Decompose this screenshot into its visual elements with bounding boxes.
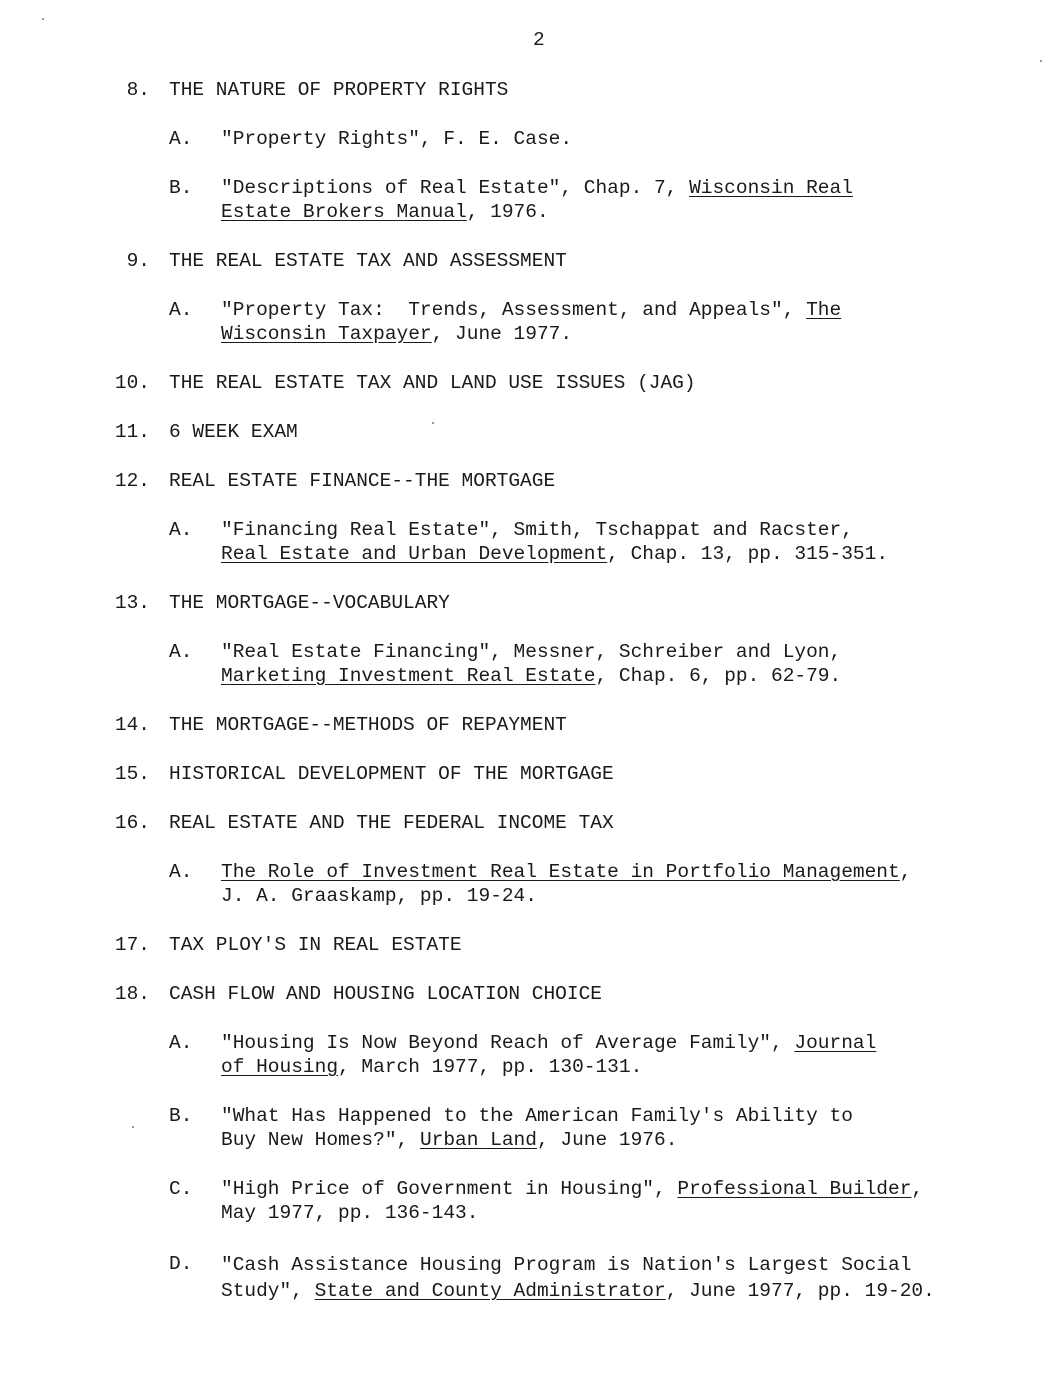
- reference-letter: A.: [169, 861, 193, 883]
- publication-title: Professional Builder: [677, 1178, 912, 1200]
- reference-text: "Real Estate Financing", Messner, Schreiber and Lyon, Marketing Investment Real Estate, Chap. 6, pp. 62-79.: [221, 641, 842, 687]
- reference-letter: D.: [169, 1253, 193, 1275]
- reference-text: "Housing Is Now Beyond Reach of Average Family", Journal of Housing, March 1977, pp. 130-131.: [221, 1032, 877, 1078]
- publication-title: Real Estate and Urban Development: [221, 543, 608, 565]
- reference-text: "Descriptions of Real Estate", Chap. 7, Wisconsin Real Estate Brokers Manual, 1976.: [221, 177, 853, 223]
- topic-number: 17.: [114, 934, 150, 956]
- topic-title: THE REAL ESTATE TAX AND LAND USE ISSUES (JAG): [169, 372, 696, 394]
- publication-title: The: [806, 299, 842, 321]
- topic-title: CASH FLOW AND HOUSING LOCATION CHOICE: [169, 983, 602, 1005]
- topic-title: TAX PLOY'S IN REAL ESTATE: [169, 934, 462, 956]
- reference-letter: A.: [169, 299, 193, 321]
- topic-number: 13.: [114, 592, 150, 614]
- topic-number: 15.: [114, 763, 150, 785]
- reference-text: "Financing Real Estate", Smith, Tschappat and Racster, Real Estate and Urban Development, Chap. 13, pp. 315-351.: [221, 519, 889, 565]
- scan-speck: [1040, 60, 1042, 62]
- publication-title: The Role of Investment Real Estate in Portfolio Management: [221, 861, 900, 883]
- publication-title: Wisconsin Real: [689, 177, 853, 199]
- scan-speck: [132, 1126, 134, 1128]
- publication-title: Journal: [794, 1032, 877, 1054]
- reference-letter: A.: [169, 1032, 193, 1054]
- topic-title: REAL ESTATE AND THE FEDERAL INCOME TAX: [169, 812, 614, 834]
- topic-number: 11.: [114, 421, 150, 443]
- reference-letter: A.: [169, 641, 193, 663]
- topic-title: 6 WEEK EXAM: [169, 421, 298, 443]
- reference-letter: C.: [169, 1178, 193, 1200]
- topic-number: 12.: [114, 470, 150, 492]
- topic-title: THE REAL ESTATE TAX AND ASSESSMENT: [169, 250, 567, 272]
- scan-speck: [42, 18, 44, 20]
- reference-text: "Cash Assistance Housing Program is Nation's Largest Social Study", State and County Administrator, June 1977, pp. 19-20.: [221, 1254, 935, 1302]
- reference-text: "What Has Happened to the American Family's Ability to Buy New Homes?", Urban Land, June 1976.: [221, 1105, 853, 1151]
- reference-text: The Role of Investment Real Estate in Portfolio Management, J. A. Graaskamp, pp. 19-24.: [221, 861, 912, 907]
- publication-title: of Housing: [221, 1056, 339, 1078]
- topic-number: 8.: [126, 79, 150, 101]
- scan-speck: [432, 422, 434, 424]
- topic-title: THE MORTGAGE--VOCABULARY: [169, 592, 450, 614]
- topic-number: 9.: [126, 250, 150, 272]
- topic-number: 10.: [114, 372, 150, 394]
- reference-letter: A.: [169, 519, 193, 541]
- reference-text: "Property Rights", F. E. Case.: [221, 128, 573, 150]
- publication-title: Marketing Investment Real Estate: [221, 665, 596, 687]
- reference-letter: B.: [169, 1105, 193, 1127]
- publication-title: Estate Brokers Manual: [221, 201, 467, 223]
- publication-title: State and County Administrator: [314, 1280, 666, 1302]
- reference-letter: B.: [169, 177, 193, 199]
- topic-title: THE MORTGAGE--METHODS OF REPAYMENT: [169, 714, 567, 736]
- topic-title: REAL ESTATE FINANCE--THE MORTGAGE: [169, 470, 556, 492]
- topic-number: 16.: [114, 812, 150, 834]
- reference-letter: A.: [169, 128, 193, 150]
- reference-text: "High Price of Government in Housing", Professional Builder, May 1977, pp. 136-143.: [221, 1178, 924, 1224]
- reference-text: "Property Tax: Trends, Assessment, and Appeals", The Wisconsin Taxpayer, June 1977.: [221, 299, 842, 345]
- publication-title: Urban Land: [419, 1129, 537, 1151]
- topic-title: THE NATURE OF PROPERTY RIGHTS: [169, 79, 509, 101]
- publication-title: Wisconsin Taxpayer: [221, 323, 432, 345]
- topic-title: HISTORICAL DEVELOPMENT OF THE MORTGAGE: [169, 763, 614, 785]
- topic-number: 18.: [114, 983, 150, 1005]
- topic-number: 14.: [114, 714, 150, 736]
- page-number: 2: [533, 29, 545, 51]
